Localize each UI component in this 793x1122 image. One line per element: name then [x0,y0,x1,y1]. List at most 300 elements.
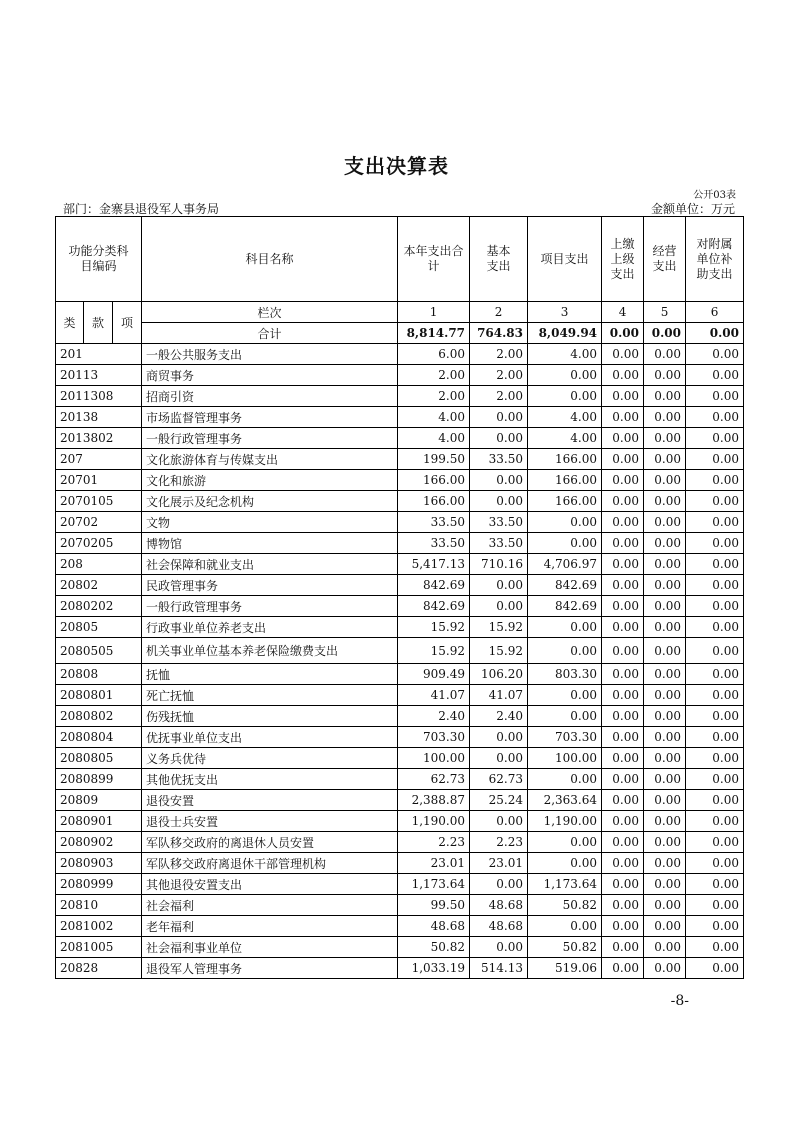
table-row [56,790,744,811]
row-value: 41.07 [398,685,470,706]
row-value: 0.00 [470,491,528,512]
header-kuan: 款 [84,302,113,344]
row-value: 0.00 [644,937,686,958]
table-row [56,706,744,727]
row-value: 0.00 [686,706,744,727]
row-value: 0.00 [686,407,744,428]
row-value: 0.00 [686,811,744,832]
row-value: 0.00 [644,706,686,727]
row-value: 48.68 [470,916,528,937]
col-number-4: 4 [602,302,644,323]
row-code: 20702 [56,512,142,533]
table-row [56,512,744,533]
row-value: 0.00 [644,769,686,790]
row-value: 0.00 [644,491,686,512]
row-value: 0.00 [686,853,744,874]
row-value: 0.00 [602,706,644,727]
row-value: 1,033.19 [398,958,470,979]
row-name: 一般公共服务支出 [142,344,398,365]
row-value: 0.00 [686,727,744,748]
header-func-code: 功能分类科目编码 [56,217,142,302]
row-value: 166.00 [528,449,602,470]
row-value: 0.00 [470,407,528,428]
row-value: 4.00 [398,407,470,428]
row-name: 社会福利事业单位 [142,937,398,958]
row-code: 2011308 [56,386,142,407]
row-value: 0.00 [644,596,686,617]
column-number-row [56,302,744,323]
page-number: -8- [670,993,689,1009]
row-value: 0.00 [602,853,644,874]
row-value: 0.00 [602,832,644,853]
row-value: 62.73 [398,769,470,790]
row-value: 0.00 [528,533,602,554]
row-code: 2080901 [56,811,142,832]
table-row [56,895,744,916]
row-value: 0.00 [644,895,686,916]
table-row [56,874,744,895]
row-name: 行政事业单位养老支出 [142,617,398,638]
row-value: 2,363.64 [528,790,602,811]
row-value: 0.00 [644,916,686,937]
row-value: 166.00 [398,491,470,512]
row-value: 4,706.97 [528,554,602,575]
row-value: 0.00 [602,916,644,937]
row-value: 0.00 [686,533,744,554]
table-row [56,638,744,664]
table-row [56,853,744,874]
total-value: 8,814.77 [398,323,470,344]
row-value: 0.00 [602,638,644,664]
row-code: 2080505 [56,638,142,664]
row-value: 15.92 [470,638,528,664]
row-name: 市场监督管理事务 [142,407,398,428]
row-name: 其他退役安置支出 [142,874,398,895]
col-number-6: 6 [686,302,744,323]
row-code: 2080999 [56,874,142,895]
row-value: 0.00 [644,533,686,554]
row-value: 15.92 [398,617,470,638]
row-value: 2.40 [398,706,470,727]
expenditure-table [55,216,744,979]
unit-label: 金额单位：万元 [650,202,735,216]
row-name: 民政管理事务 [142,575,398,596]
row-value: 0.00 [470,874,528,895]
row-value: 0.00 [602,958,644,979]
table-row [56,664,744,685]
row-value: 0.00 [602,748,644,769]
row-value: 0.00 [686,617,744,638]
row-value: 0.00 [644,428,686,449]
row-value: 703.30 [528,727,602,748]
row-name: 老年福利 [142,916,398,937]
row-code: 2080804 [56,727,142,748]
row-value: 0.00 [470,727,528,748]
table-row [56,596,744,617]
row-value: 0.00 [644,727,686,748]
total-row [56,323,744,344]
row-value: 2,388.87 [398,790,470,811]
row-value: 100.00 [528,748,602,769]
row-name: 其他优抚支出 [142,769,398,790]
row-value: 0.00 [528,706,602,727]
row-value: 41.07 [470,685,528,706]
row-value: 0.00 [644,832,686,853]
row-code: 20138 [56,407,142,428]
row-value: 0.00 [686,937,744,958]
row-value: 33.50 [398,533,470,554]
row-value: 0.00 [470,596,528,617]
row-value: 0.00 [602,575,644,596]
row-value: 0.00 [644,512,686,533]
row-name: 商贸事务 [142,365,398,386]
row-value: 0.00 [602,512,644,533]
row-value: 0.00 [602,895,644,916]
row-name: 伤残抚恤 [142,706,398,727]
row-value: 0.00 [644,874,686,895]
row-value: 0.00 [602,617,644,638]
row-value: 0.00 [686,428,744,449]
row-value: 0.00 [686,596,744,617]
row-name: 文物 [142,512,398,533]
row-name: 一般行政管理事务 [142,428,398,449]
table-row [56,491,744,512]
row-value: 0.00 [686,874,744,895]
row-value: 0.00 [644,664,686,685]
row-value: 0.00 [602,769,644,790]
row-value: 703.30 [398,727,470,748]
row-value: 166.00 [398,470,470,491]
row-value: 0.00 [602,491,644,512]
table-row [56,407,744,428]
row-value: 0.00 [644,853,686,874]
table-row [56,769,744,790]
row-value: 0.00 [528,365,602,386]
header-business: 经营支出 [644,217,686,302]
row-value: 2.00 [470,386,528,407]
row-value: 0.00 [602,811,644,832]
row-value: 0.00 [470,470,528,491]
row-value: 909.49 [398,664,470,685]
row-value: 0.00 [602,386,644,407]
row-value: 199.50 [398,449,470,470]
row-value: 0.00 [602,449,644,470]
row-value: 50.82 [528,937,602,958]
row-name: 社会福利 [142,895,398,916]
row-value: 1,190.00 [528,811,602,832]
row-value: 4.00 [398,428,470,449]
row-value: 0.00 [470,748,528,769]
header-basic: 基本支出 [470,217,528,302]
total-value: 764.83 [470,323,528,344]
total-value: 0.00 [686,323,744,344]
row-code: 208 [56,554,142,575]
row-name: 博物馆 [142,533,398,554]
table-row [56,937,744,958]
row-name: 死亡抚恤 [142,685,398,706]
row-value: 0.00 [644,470,686,491]
row-value: 0.00 [644,617,686,638]
col-number-1: 1 [398,302,470,323]
header-xiang: 项 [113,302,142,344]
row-value: 1,173.64 [398,874,470,895]
row-name: 退役安置 [142,790,398,811]
row-value: 166.00 [528,491,602,512]
row-name: 文化旅游体育与传媒支出 [142,449,398,470]
header-subsidy: 对附属单位补助支出 [686,217,744,302]
header-lei: 类 [56,302,84,344]
row-value: 2.23 [470,832,528,853]
row-value: 48.68 [398,916,470,937]
row-value: 2.00 [470,344,528,365]
row-name: 文化展示及纪念机构 [142,491,398,512]
row-value: 0.00 [644,790,686,811]
table-row [56,533,744,554]
table-row [56,386,744,407]
form-code: 公开03表 [693,190,736,201]
row-value: 0.00 [602,664,644,685]
table-row [56,832,744,853]
row-name: 军队移交政府离退休干部管理机构 [142,853,398,874]
row-value: 48.68 [470,895,528,916]
row-value: 166.00 [528,470,602,491]
row-code: 20809 [56,790,142,811]
row-code: 2080202 [56,596,142,617]
row-code: 2081005 [56,937,142,958]
row-value: 2.23 [398,832,470,853]
table-row [56,811,744,832]
row-value: 62.73 [470,769,528,790]
row-value: 25.24 [470,790,528,811]
row-code: 201 [56,344,142,365]
row-code: 2070205 [56,533,142,554]
table-row [56,748,744,769]
row-value: 0.00 [686,365,744,386]
row-value: 0.00 [602,344,644,365]
row-value: 0.00 [644,407,686,428]
row-code: 2081002 [56,916,142,937]
row-value: 15.92 [398,638,470,664]
page-title: 支出决算表 [344,154,449,178]
row-value: 0.00 [686,895,744,916]
row-name: 一般行政管理事务 [142,596,398,617]
row-value: 0.00 [602,470,644,491]
row-value: 0.00 [686,575,744,596]
table-row [56,449,744,470]
table-row [56,727,744,748]
header-row [56,217,744,302]
row-value: 0.00 [602,874,644,895]
row-value: 33.50 [470,449,528,470]
row-value: 0.00 [686,685,744,706]
row-value: 710.16 [470,554,528,575]
column-label: 栏次 [142,302,398,323]
row-value: 842.69 [398,596,470,617]
row-value: 0.00 [528,832,602,853]
row-code: 2070105 [56,491,142,512]
row-value: 0.00 [602,407,644,428]
row-code: 20701 [56,470,142,491]
row-value: 0.00 [644,685,686,706]
row-value: 0.00 [686,386,744,407]
row-value: 0.00 [602,365,644,386]
row-value: 15.92 [470,617,528,638]
row-value: 0.00 [528,386,602,407]
header-total: 本年支出合计 [398,217,470,302]
row-value: 0.00 [686,554,744,575]
row-value: 803.30 [528,664,602,685]
row-code: 2080802 [56,706,142,727]
row-value: 0.00 [686,790,744,811]
total-value: 0.00 [602,323,644,344]
table-row [56,617,744,638]
row-value: 0.00 [686,470,744,491]
row-value: 842.69 [528,596,602,617]
row-value: 0.00 [602,727,644,748]
row-value: 99.50 [398,895,470,916]
row-value: 514.13 [470,958,528,979]
row-code: 2080805 [56,748,142,769]
row-value: 0.00 [528,685,602,706]
row-code: 20802 [56,575,142,596]
row-value: 0.00 [686,916,744,937]
row-name: 招商引资 [142,386,398,407]
row-value: 0.00 [644,365,686,386]
row-value: 519.06 [528,958,602,979]
table-row [56,916,744,937]
col-number-5: 5 [644,302,686,323]
row-code: 2080902 [56,832,142,853]
row-value: 2.00 [470,365,528,386]
row-value: 0.00 [686,512,744,533]
row-value: 0.00 [644,958,686,979]
table-row [56,344,744,365]
row-value: 4.00 [528,407,602,428]
total-value: 8,049.94 [528,323,602,344]
row-value: 0.00 [528,853,602,874]
row-value: 0.00 [528,617,602,638]
row-value: 50.82 [398,937,470,958]
table-row [56,958,744,979]
row-value: 0.00 [470,811,528,832]
row-value: 0.00 [528,916,602,937]
table-row [56,365,744,386]
row-code: 2080903 [56,853,142,874]
row-value: 0.00 [644,344,686,365]
row-name: 优抚事业单位支出 [142,727,398,748]
row-value: 2.00 [398,386,470,407]
row-value: 0.00 [686,491,744,512]
table-row [56,470,744,491]
row-value: 0.00 [686,638,744,664]
row-value: 5,417.13 [398,554,470,575]
row-code: 20113 [56,365,142,386]
total-label: 合计 [142,323,398,344]
row-value: 4.00 [528,428,602,449]
row-value: 2.40 [470,706,528,727]
table-row [56,428,744,449]
row-code: 20805 [56,617,142,638]
row-name: 文化和旅游 [142,470,398,491]
row-name: 退役军人管理事务 [142,958,398,979]
row-value: 0.00 [686,832,744,853]
row-value: 0.00 [528,512,602,533]
row-code: 2080899 [56,769,142,790]
header-project: 项目支出 [528,217,602,302]
row-value: 0.00 [686,344,744,365]
row-code: 207 [56,449,142,470]
row-value: 2.00 [398,365,470,386]
row-value: 0.00 [602,937,644,958]
row-value: 0.00 [528,769,602,790]
row-value: 0.00 [602,790,644,811]
row-value: 0.00 [528,638,602,664]
row-code: 20828 [56,958,142,979]
row-value: 1,173.64 [528,874,602,895]
row-value: 6.00 [398,344,470,365]
table-row [56,575,744,596]
row-value: 106.20 [470,664,528,685]
total-value: 0.00 [644,323,686,344]
row-name: 社会保障和就业支出 [142,554,398,575]
row-value: 23.01 [470,853,528,874]
row-name: 抚恤 [142,664,398,685]
col-number-3: 3 [528,302,602,323]
row-value: 0.00 [602,596,644,617]
row-name: 义务兵优待 [142,748,398,769]
row-value: 0.00 [470,575,528,596]
row-value: 0.00 [644,575,686,596]
department-label: 部门：金寨县退役军人事务局 [63,202,220,216]
row-value: 0.00 [644,748,686,769]
row-value: 842.69 [528,575,602,596]
row-value: 23.01 [398,853,470,874]
row-value: 0.00 [686,748,744,769]
row-value: 0.00 [470,937,528,958]
row-value: 0.00 [686,449,744,470]
row-value: 33.50 [398,512,470,533]
row-value: 33.50 [470,533,528,554]
row-value: 0.00 [644,638,686,664]
row-name: 退役士兵安置 [142,811,398,832]
row-name: 军队移交政府的离退休人员安置 [142,832,398,853]
row-value: 0.00 [686,958,744,979]
row-value: 0.00 [470,428,528,449]
row-value: 1,190.00 [398,811,470,832]
row-value: 0.00 [644,449,686,470]
row-value: 0.00 [644,386,686,407]
col-number-2: 2 [470,302,528,323]
row-value: 4.00 [528,344,602,365]
row-value: 0.00 [602,533,644,554]
row-code: 20810 [56,895,142,916]
row-value: 0.00 [602,554,644,575]
row-value: 0.00 [644,554,686,575]
header-subject: 科目名称 [142,217,398,302]
table-row [56,685,744,706]
row-value: 0.00 [686,769,744,790]
header-upper: 上缴上级支出 [602,217,644,302]
row-value: 50.82 [528,895,602,916]
row-value: 0.00 [602,685,644,706]
row-value: 0.00 [686,664,744,685]
row-value: 100.00 [398,748,470,769]
row-value: 842.69 [398,575,470,596]
row-value: 0.00 [602,428,644,449]
row-code: 20808 [56,664,142,685]
row-value: 0.00 [644,811,686,832]
table-row [56,554,744,575]
